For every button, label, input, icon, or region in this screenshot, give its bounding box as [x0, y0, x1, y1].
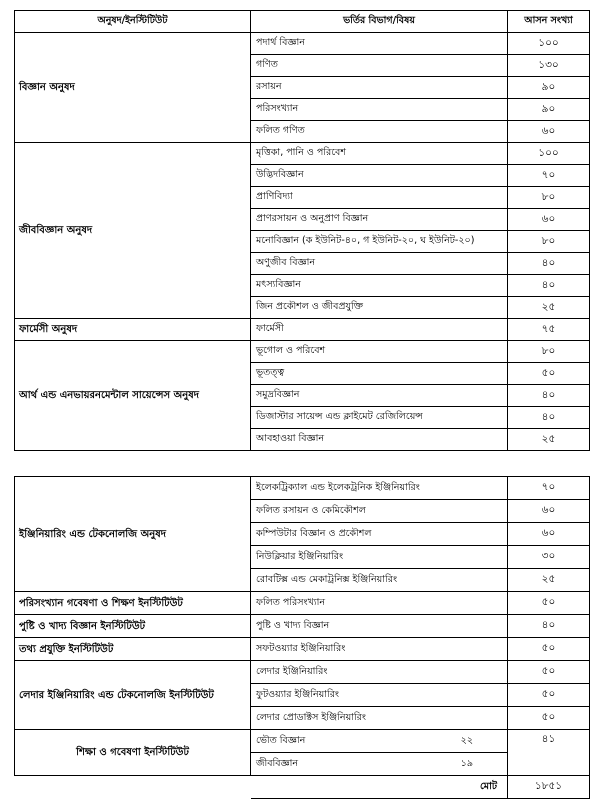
dept-name: জীববিজ্ঞান ১৯	[251, 753, 508, 776]
unit-name: লেদার ইঞ্জিনিয়ারিং এন্ড টেকনোলজি ইনস্টিটিউট	[15, 661, 251, 730]
seat-count: ২৫	[508, 429, 590, 451]
seat-count: ৫০	[508, 363, 590, 385]
unit-name: শিক্ষা ও গবেষণা ইনস্টিটিউট	[15, 730, 251, 776]
dept-name: পদার্থ বিজ্ঞান	[251, 33, 508, 55]
seat-count: ৯০	[508, 99, 590, 121]
dept-name: পরিসংখ্যান	[251, 99, 508, 121]
dept-name: অণুজীব বিজ্ঞান	[251, 253, 508, 275]
table-header-row	[15, 11, 590, 33]
unit-name: ফার্মেসী অনুষদ	[15, 319, 251, 341]
dept-name: ফলিত গণিত	[251, 121, 508, 143]
table-row	[15, 319, 590, 341]
table-row	[15, 615, 590, 638]
admission-table-part1	[14, 10, 590, 451]
header-unit: অনুষদ/ইনস্টিটিউট	[15, 11, 251, 33]
seat-count: ৩০	[508, 546, 590, 569]
unit-name: পুষ্টি ও খাদ্য বিজ্ঞান ইনস্টিটিউট	[15, 615, 251, 638]
dept-name: মৃত্তিকা, পানি ও পরিবেশ	[251, 143, 508, 165]
seat-count: ৭০	[508, 165, 590, 187]
table-row	[15, 730, 590, 753]
seat-count: ৪০	[508, 253, 590, 275]
seat-count: ৬০	[508, 500, 590, 523]
seat-count: ৪১	[508, 730, 590, 776]
seat-count: ২৫	[508, 297, 590, 319]
seat-count: ৮০	[508, 341, 590, 363]
dept-name: আবহাওয়া বিজ্ঞান	[251, 429, 508, 451]
dept-name: গণিত	[251, 55, 508, 77]
seat-count: ৫০	[508, 707, 590, 730]
dept-name: সফটওয়্যার ইঞ্জিনিয়ারিং	[251, 638, 508, 661]
header-seats: আসন সংখ্যা	[508, 11, 590, 33]
dept-name: ফার্মেসী	[251, 319, 508, 341]
dept-name: উদ্ভিদবিজ্ঞান	[251, 165, 508, 187]
seat-count: ১০০	[508, 143, 590, 165]
seat-count: ৪০	[508, 407, 590, 429]
table-row	[15, 661, 590, 684]
total-label: মোট	[251, 776, 508, 799]
table-row	[15, 33, 590, 55]
seat-count: ৫০	[508, 638, 590, 661]
dept-name: পুষ্টি ও খাদ্য বিজ্ঞান	[251, 615, 508, 638]
seat-count: ৪০	[508, 385, 590, 407]
dept-name: নিউক্লিয়ার ইঞ্জিনিয়ারিং	[251, 546, 508, 569]
dept-name: ভূগোল ও পরিবেশ	[251, 341, 508, 363]
total-value: ১৮৫১	[508, 776, 590, 799]
header-dept: ভর্তির বিভাগ/বিষয়	[251, 11, 508, 33]
seat-count: ৬০	[508, 209, 590, 231]
unit-name: তথ্য প্রযুক্তি ইনস্টিটিউট	[15, 638, 251, 661]
table-row	[15, 477, 590, 500]
dept-name: ফলিত রসায়ন ও কেমিকৌশল	[251, 500, 508, 523]
dept-name: লেদার প্রোডাক্টস ইঞ্জিনিয়ারিং	[251, 707, 508, 730]
dept-name: ফলিত পরিসংখ্যান	[251, 592, 508, 615]
table-row	[15, 143, 590, 165]
dept-name: মৎস্যবিজ্ঞান	[251, 275, 508, 297]
seat-count: ৫০	[508, 661, 590, 684]
total-row	[15, 776, 590, 799]
seat-count: ২৫	[508, 569, 590, 592]
dept-name: মনোবিজ্ঞান (ক ইউনিট-৪০, গ ইউনিট-২০, ঘ ইউনিট-২০)	[251, 231, 508, 253]
seat-count: ৮০	[508, 187, 590, 209]
dept-name: কম্পিউটার বিজ্ঞান ও প্রকৌশল	[251, 523, 508, 546]
table-row	[15, 592, 590, 615]
unit-name: জীববিজ্ঞান অনুষদ	[15, 143, 251, 319]
seat-count: ৪০	[508, 615, 590, 638]
seat-count: ৯০	[508, 77, 590, 99]
seat-count: ৫০	[508, 592, 590, 615]
unit-name: আর্থ এন্ড এনভায়রনমেন্টাল সায়েন্সেস অনুষদ	[15, 341, 251, 451]
dept-name: ভূতত্ত্ব	[251, 363, 508, 385]
dept-name: প্রাণিবিদ্যা	[251, 187, 508, 209]
admission-table-part2	[14, 476, 590, 799]
seat-count: ১৩০	[508, 55, 590, 77]
unit-name: পরিসংখ্যান গবেষণা ও শিক্ষণ ইনস্টিটিউট	[15, 592, 251, 615]
dept-name: সমুদ্রবিজ্ঞান	[251, 385, 508, 407]
dept-name: রসায়ন	[251, 77, 508, 99]
seat-count: ৭০	[508, 477, 590, 500]
dept-name: জিন প্রকৌশল ও জীবপ্রযুক্তি	[251, 297, 508, 319]
dept-name: ভৌত বিজ্ঞান ২২	[251, 730, 508, 753]
table-row	[15, 638, 590, 661]
seat-count: ৫০	[508, 684, 590, 707]
unit-name: ইঞ্জিনিয়ারিং এন্ড টেকনোলজি অনুষদ	[15, 477, 251, 592]
dept-name: ডিজাস্টার সায়েন্স এন্ড ক্লাইমেট রেজিলিয়েন্স	[251, 407, 508, 429]
seat-count: ৮০	[508, 231, 590, 253]
dept-name: রোবটিক্স এন্ড মেকাট্রনিক্স ইঞ্জিনিয়ারিং	[251, 569, 508, 592]
dept-name: ফুটওয়্যার ইঞ্জিনিয়ারিং	[251, 684, 508, 707]
dept-name: ইলেকট্রিক্যাল এন্ড ইলেকট্রনিক ইঞ্জিনিয়ারিং	[251, 477, 508, 500]
unit-name: বিজ্ঞান অনুষদ	[15, 33, 251, 143]
dept-name: প্রাণরসায়ন ও অনুপ্রাণ বিজ্ঞান	[251, 209, 508, 231]
seat-count: ৭৫	[508, 319, 590, 341]
seat-count: ৬০	[508, 523, 590, 546]
seat-count: ৪০	[508, 275, 590, 297]
seat-count: ৬০	[508, 121, 590, 143]
table-row	[15, 341, 590, 363]
seat-count: ১০০	[508, 33, 590, 55]
dept-name: লেদার ইঞ্জিনিয়ারিং	[251, 661, 508, 684]
